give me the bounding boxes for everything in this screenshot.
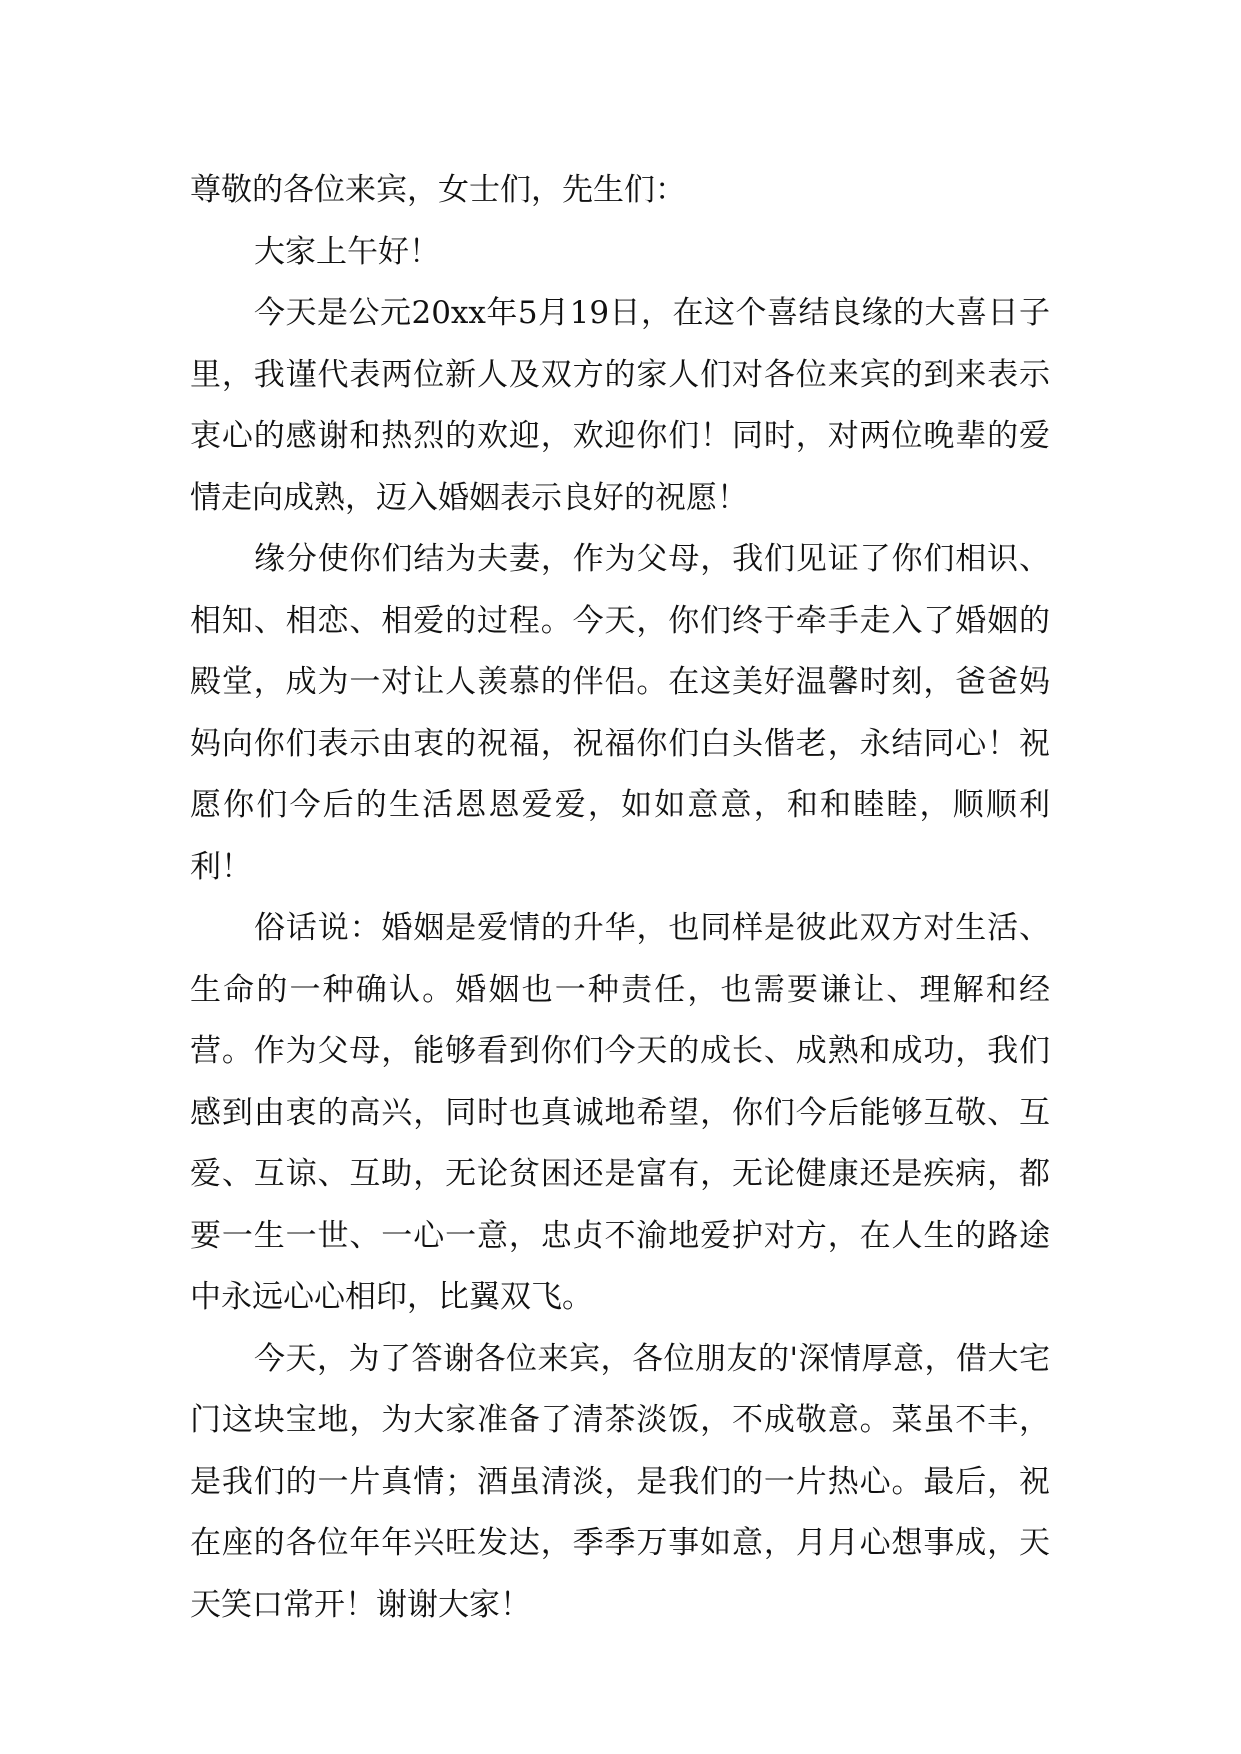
paragraph-thanks: 今天，为了答谢各位来宾，各位朋友的'深情厚意，借大宅门这块宝地，为大家准备了清茶淡饭，不成敬意。菜虽不丰，是我们的一片真情；酒虽清淡，是我们的一片热心。最后，祝在座的各位年年兴旺发达，季季万事如意，月月心想事成，天天笑口常开！谢谢大家！: [190, 1340, 1050, 1623]
salutation: 尊敬的各位来宾，女士们，先生们：: [190, 172, 686, 208]
paragraph-welcome: 今天是公元20xx年5月19日，在这个喜结良缘的大喜日子里，我谨代表两位新人及双方的家人们对各位来宾的到来表示衷心的感谢和热烈的欢迎，欢迎你们！同时，对两位晚辈的爱情走向成熟，迈入婚姻表示良好的祝愿！: [190, 295, 1050, 516]
paragraph-blessing: 缘分使你们结为夫妻，作为父母，我们见证了你们相识、相知、相恋、相爱的过程。今天，你们终于牵手走入了婚姻的殿堂，成为一对让人羡慕的伴侣。在这美好温馨时刻，爸爸妈妈向你们表示由衷的祝福，祝福你们白头偕老，永结同心！祝愿你们今后的生活恩恩爱爱，如如意意，和和睦睦，顺顺利利！: [190, 541, 1050, 885]
paragraph-marriage: 俗话说：婚姻是爱情的升华，也同样是彼此双方对生活、生命的一种确认。婚姻也一种责任，也需要谦让、理解和经营。作为父母，能够看到你们今天的成长、成熟和成功，我们感到由衷的高兴，同时也真诚地希望，你们今后能够互敬、互爱、互谅、互助，无论贫困还是富有，无论健康还是疾病，都要一生一世、一心一意，忠贞不渝地爱护对方，在人生的路途中永远心心相印，比翼双飞。: [190, 910, 1050, 1315]
paragraph-greeting: 大家上午好！: [254, 233, 440, 270]
document-body: [190, 160, 1050, 1636]
